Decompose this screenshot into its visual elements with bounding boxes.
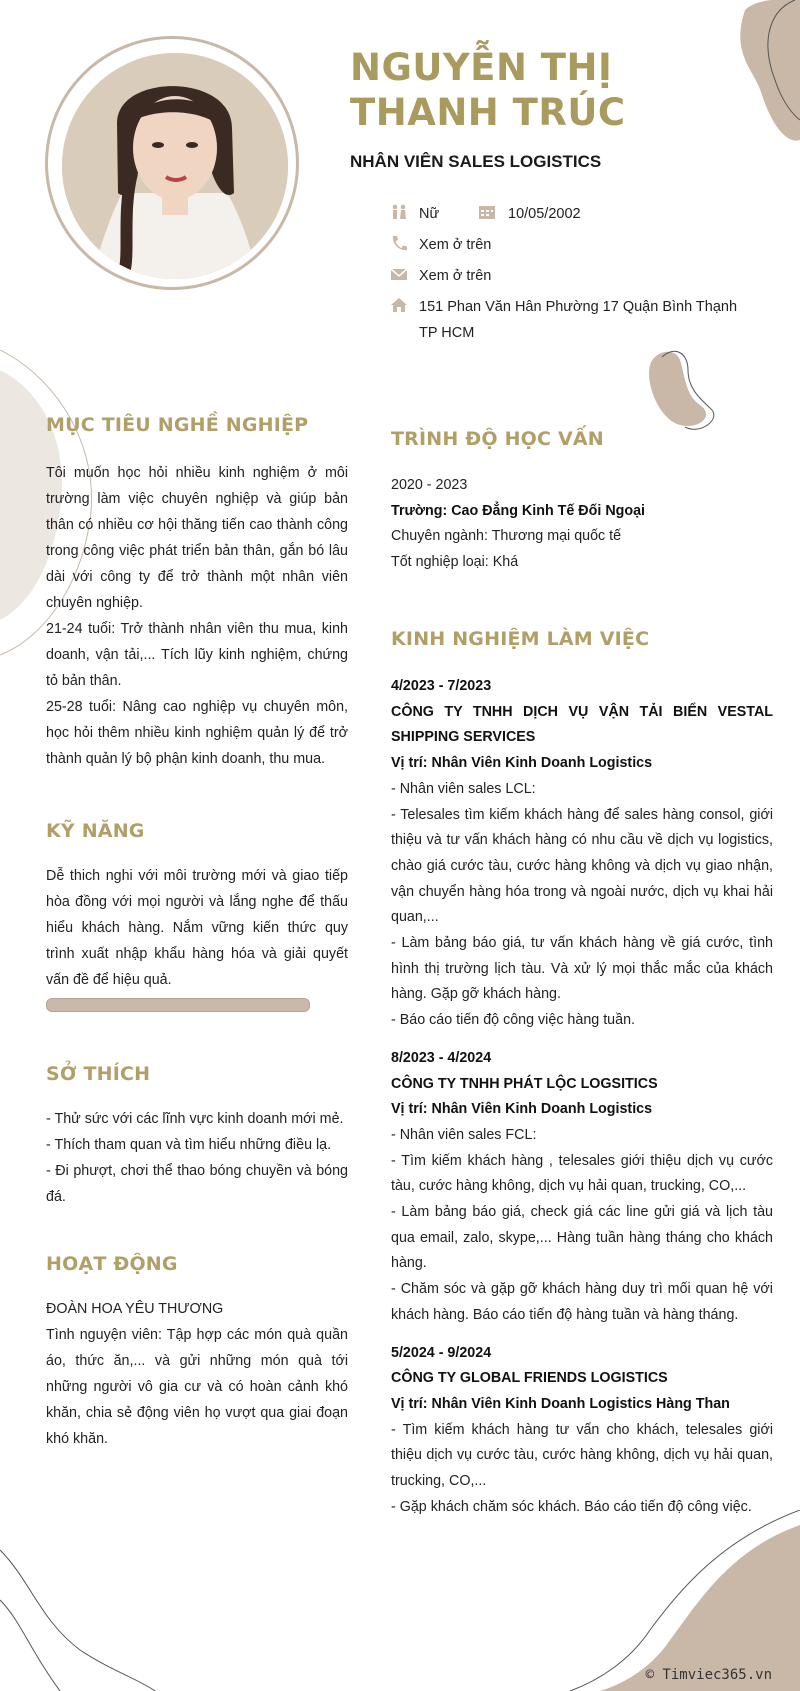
job-title: NHÂN VIÊN SALES LOGISTICS — [350, 152, 602, 171]
job-period: 4/2023 - 7/2023 — [391, 678, 492, 694]
avatar — [62, 53, 288, 279]
portrait-illustration — [62, 53, 288, 279]
email-value: Xem ở trên — [419, 268, 492, 284]
career-goal-paragraph: Tôi muốn học hỏi nhiều kinh nghiệm ở môi trường làm việc chuyên nghiệp và giúp bản thân có nhiều cơ hội thăng tiến cao thành công trong công việc phát triển bản thân, gắn bó lâu dài với công ty để trở thành một nhân viên chuyên nghiệp. — [46, 465, 348, 611]
skills-text: Dễ thich nghi với môi trường mới và giao tiếp hòa đồng với mọi người và lắng nghe để thấu hiểu khách hàng. Nắm vững kiến thức quy trình xuất nhập khẩu hàng hóa và giải quyết vấn đề để hiệu quả. — [46, 868, 348, 988]
hobbies-title: SỞ THÍCH — [46, 1063, 151, 1085]
job-company: CÔNG TY TNHH PHÁT LỘC LOGSITICS — [391, 1075, 658, 1092]
experience-block — [391, 674, 773, 1521]
job-entry — [391, 1341, 773, 1521]
job-duty: - Telesales tìm kiếm khách hàng để sales hàng consol, giới thiệu và tư vấn khách hàng có nhu cầu về dịch vụ logistics, chào giá cước tàu, cước hàng không và dịch vụ giao nhận, vận chuyển hàng hóa trong và ngoài nước, dịch vụ khai hải quan,... — [391, 806, 773, 926]
job-duty: - Tìm kiếm khách hàng tư vấn cho khách, telesales giới thiệu dịch vụ cước tàu, cước hàng không, dịch vụ hải quan, trucking, CO,... — [391, 1421, 773, 1490]
job-position: Vị trí: Nhân Viên Kinh Doanh Logistics — [391, 755, 653, 772]
bottom-left-lines-decoration — [0, 1540, 170, 1691]
activity-org: ĐOÀN HOA YÊU THƯƠNG — [46, 1301, 224, 1317]
job-duty: - Làm bảng báo giá, check giá các line gửi giá và lịch tàu qua email, zalo, skype,... Hàng tuần hàng tháng cho khách hàng. — [391, 1204, 773, 1272]
phone-icon — [390, 235, 408, 251]
activity-description: Tình nguyện viên: Tập hợp các món quà quần áo, thức ăn,... và gửi những món quà tới những người vô gia cư và có hoàn cảnh khó khăn, chia sẻ động viên họ vượt qua giai đoạn khó khăn. — [46, 1327, 348, 1447]
candidate-name: NGUYỄN THỊ THANH TRÚC — [350, 46, 626, 134]
gender-value: Nữ — [419, 206, 440, 222]
job-duty: - Nhân viên sales LCL: — [391, 780, 536, 797]
hobby-item: - Thích tham quan và tìm hiểu những điều lạ. — [46, 1137, 332, 1153]
job-duty: - Nhân viên sales FCL: — [391, 1126, 537, 1143]
job-duty: - Báo cáo tiến độ công việc hàng tuần. — [391, 1012, 636, 1029]
job-position: Vị trí: Nhân Viên Kinh Doanh Logistics Hàng Than — [391, 1395, 730, 1412]
job-entry — [391, 674, 773, 1034]
job-duty: - Chăm sóc và gặp gỡ khách hàng duy trì mối quan hệ với khách hàng. Báo cáo tiến độ hàng tuần và hàng tháng. — [391, 1281, 773, 1323]
mid-blob-decoration — [640, 345, 720, 435]
career-goal-title: MỤC TIÊU NGHỀ NGHIỆP — [46, 414, 309, 436]
experience-title: KINH NGHIỆM LÀM VIỆC — [391, 628, 650, 650]
hobbies-list — [46, 1106, 348, 1210]
job-company: CÔNG TY GLOBAL FRIENDS LOGISTICS — [391, 1370, 668, 1387]
address-line-2: TP HCM — [419, 325, 475, 341]
education-block — [391, 473, 773, 576]
footer-brand[interactable]: © Timviec365.vn — [645, 1667, 772, 1683]
activities-title: HOẠT ĐỘNG — [46, 1253, 178, 1275]
education-school: Trường: Cao Đẳng Kinh Tế Đối Ngoại — [391, 502, 646, 519]
job-entry — [391, 1046, 773, 1329]
phone-value: Xem ở trên — [419, 237, 492, 253]
bottom-right-blob-decoration — [560, 1510, 800, 1691]
job-period: 8/2023 - 4/2024 — [391, 1049, 492, 1066]
gender-icon — [390, 204, 408, 220]
education-major: Chuyên ngành: Thương mại quốc tế — [391, 528, 622, 545]
career-goal-paragraph: 25-28 tuổi: Nâng cao nghiệp vụ chuyên môn, học hỏi thêm nhiều kinh nghiệm quản lý để trở thành quản lý bộ phận kinh doanh, thu mua. — [46, 699, 348, 767]
career-goal-text — [46, 460, 348, 772]
career-goal-paragraph: 21-24 tuổi: Trở thành nhân viên thu mua, kinh doanh, vận tải,... Tích lũy kinh nghiệm, chứng tỏ bản thân. — [46, 621, 348, 689]
home-icon — [390, 297, 408, 313]
address-line-1: 151 Phan Văn Hân Phường 17 Quận Bình Thạnh — [419, 299, 738, 315]
calendar-icon — [478, 204, 496, 220]
skills-title: KỸ NĂNG — [46, 820, 145, 842]
activities-block — [46, 1296, 348, 1452]
job-duty: - Gặp khách chăm sóc khách. Báo cáo tiến độ công việc. — [391, 1498, 752, 1515]
hobby-item: - Đi phượt, chơi thể thao bóng chuyền và bóng đá. — [46, 1163, 348, 1205]
job-period: 5/2024 - 9/2024 — [391, 1344, 492, 1361]
birthday-value: 10/05/2002 — [508, 206, 581, 222]
job-duty: - Tìm kiếm khách hàng , telesales giới thiệu dịch vụ cước tàu, cước hàng không, dịch vụ hải quan, trucking, CO,... — [391, 1152, 773, 1195]
job-position: Vị trí: Nhân Viên Kinh Doanh Logistics — [391, 1101, 653, 1118]
education-grade: Tốt nghiệp loại: Khá — [391, 554, 519, 571]
email-icon — [390, 266, 408, 282]
job-duty: - Làm bảng báo giá, tư vấn khách hàng về giá cước, tình hình thị trường lịch tàu. Và xử lý mọi thắc mắc của khách hàng. Gặp gỡ khách hàng. — [391, 935, 773, 1003]
skill-level-bar — [46, 998, 310, 1012]
job-company: CÔNG TY TNHH DỊCH VỤ VẬN TẢI BIỂN VESTAL SHIPPING SERVICES — [391, 703, 773, 746]
education-title: TRÌNH ĐỘ HỌC VẤN — [391, 428, 604, 450]
education-period: 2020 - 2023 — [391, 477, 468, 493]
hobby-item: - Thử sức với các lĩnh vực kinh doanh mới mẻ. — [46, 1111, 344, 1127]
